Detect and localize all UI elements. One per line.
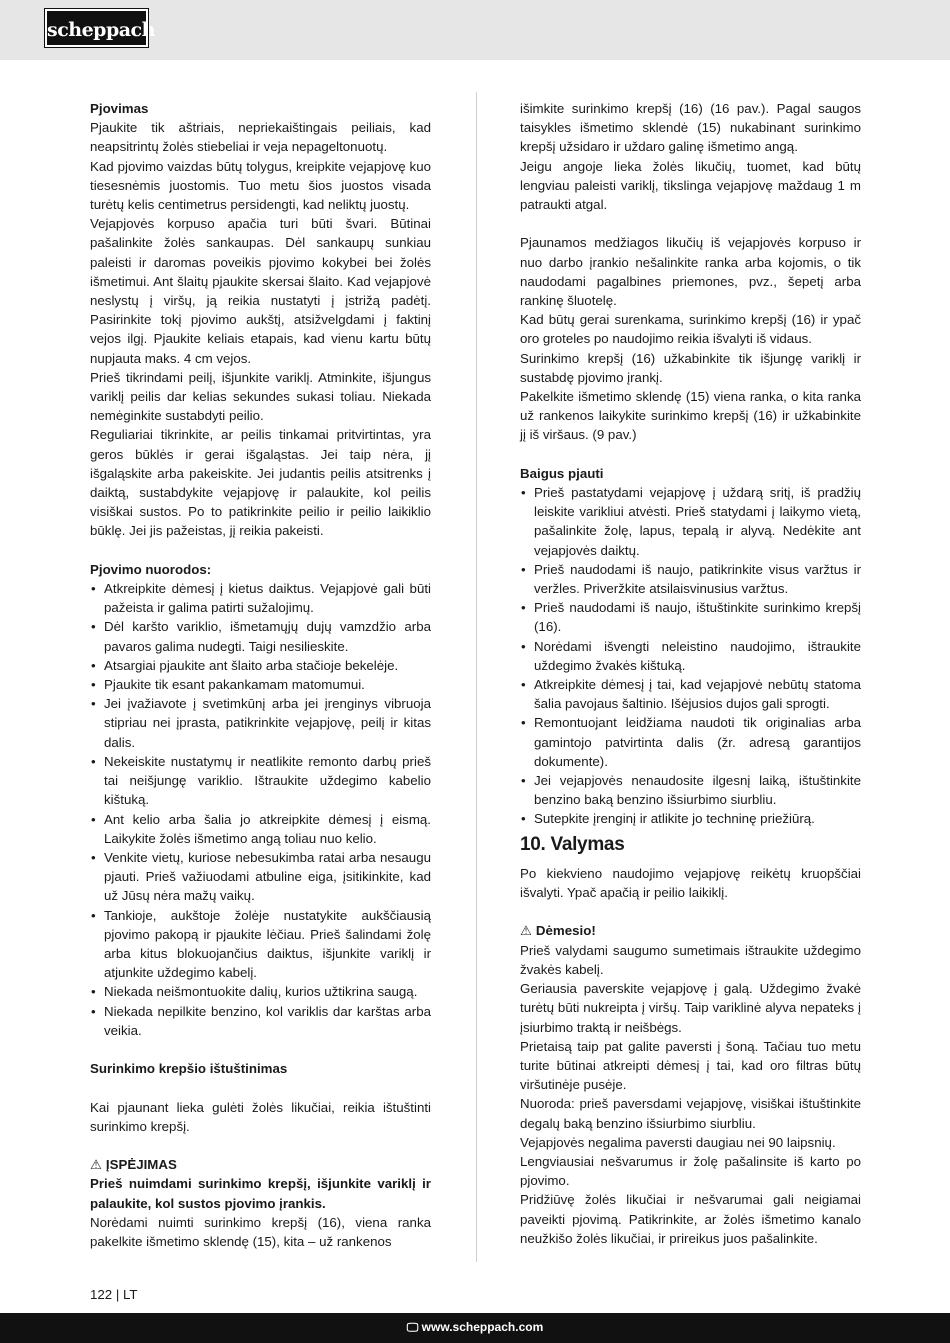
paragraph: išimkite surinkimo krepšį (16) (16 pav.). Pagal saugos taisykles išmetimo sklendė (15) nukabinant surinkimo krepšį užsidaro ir uždaro galinę išmetimo angą. [520,101,861,155]
page-number: 122 | LT [90,1287,138,1302]
paragraph: Prieš valydami saugumo sumetimais ištraukite uždegimo žvakės kabelį. [520,942,861,977]
url-text: www.scheppach.com [421,1320,544,1334]
warning-heading [90,1155,431,1174]
list-item: • Dėl karšto variklio, išmetamųjų dujų vamzdžio arba pavaros galima nudegti. Taigi nesilieskite. [90,617,431,655]
right-column [520,99,861,1248]
caution-label: Dėmesio! [535,923,596,939]
column-divider [476,92,477,1262]
warning-bold-text: Prieš nuimdami surinkimo krepšį, išjunkite variklį ir palaukite, kol sustos pjovimo įrankis. [90,1176,431,1211]
paragraph: Surinkimo krepšį (16) užkabinkite tik išjungę variklį ir sustabdę pjovimo įrankį. [520,350,861,385]
list-item: • Ant kelio arba šalia jo atkreipkite dėmesį į eismą. Laikykite žolės išmetimo angą toliau nuo kelio. [90,810,431,848]
paragraph: Pjaunamos medžiagos likučių iš vejapjovės korpuso ir nuo darbo įrankio nešalinkite ranka arba kojomis, o tik naudodami pagalbines priemones, pvz., šepetį arba rankinę šluotelę. [520,235,861,309]
brand-logo: scheppach [45,9,148,47]
empty-bag-heading: Surinkimo krepšio ištuštinimas [90,1061,288,1077]
paragraph: Norėdami nuimti surinkimo krepšį (16), viena ranka pakelkite išmetimo sklendę (15), kita – už rankenos [90,1214,431,1249]
paragraph: Pakelkite išmetimo sklendę (15) viena ranka, o kita ranka už rankenos laikykite surinkimo krepšį (16) ir užkabinkite jį iš viršaus. (9 pav.) [520,389,861,443]
paragraph: Prietaisą taip pat galite paversti į šoną. Tačiau tuo metu turite būtinai atkreipti dėmesį į tai, kad oro filtras būtų viršutinėje pusėje. [520,1038,861,1093]
list-item: • Jei įvažiavote į svetimkūnį arba jei įrenginys vibruoja stipriau nei įprasta, patikrinkite vejapjovę, peilį ir kitas dalis. [90,694,431,752]
list-item: • Jei vejapjovės nenaudosite ilgesnį laiką, ištuštinkite benzino baką benzino išsiurbimo siurbliu. [520,771,861,809]
header-bar [0,0,950,60]
list-item: • Niekada nepilkite benzino, kol variklis dar karštas arba veikia. [90,1002,431,1040]
warning-icon: ⚠ [90,1157,102,1173]
paragraph: Nuoroda: prieš paversdami vejapjovę, visiškai ištuštinkite degalų baką benzino išsiurbimo siurbliu. [520,1096,861,1131]
list-item: • Remontuojant leidžiama naudoti tik originalias arba gamintojo patvirtinta dalis (žr. adresą garantijos dokumente). [520,713,861,771]
paragraph: Prieš tikrindami peilį, išjunkite variklį. Atminkite, išjungus variklį peilis dar kelias sekundes sukasi toliau. Niekada nemėginkite sustabdyti peilio. [90,369,431,424]
monitor-icon: 🖵 [406,1320,419,1334]
caution-heading [520,921,861,940]
tips-heading: Pjovimo nuorodos: [90,561,212,577]
paragraph: Vejapjovės negalima paversti daugiau nei 90 laipsnių. [520,1134,836,1150]
list-item: • Atsargiai pjaukite ant šlaito arba stačioje bekelėje. [90,656,431,675]
paragraph: Jeigu angoje lieka žolės likučių, tuomet, kad būtų lengviau paleisti variklį, tikslinga vejapjovę maždaug 1 m patraukti atgal. [520,158,861,213]
warning-label: ĮSPĖJIMAS [105,1157,177,1173]
section-title: 10. Valymas [520,833,625,855]
list-item: • Norėdami išvengti neleistino naudojimo, ištraukite uždegimo žvakės kištuką. [520,637,861,675]
paragraph: Vejapjovės korpuso apačia turi būti švari. Būtinai pašalinkite žolės sankaupas. Dėl sankaupų sunkiau paleisti ir daromas poveikis pjovimo kokybei bei žolės išmetimui. Ant šlaitų pjaukite skersai šlaito. Kad vejapjovė neslystų į viršų, ją reikia nustatyti į įstrižą padėtį. Pasirinkite tokį pjovimo aukštį, atsižvelgdami į faktinį vejos ilgį. Pjaukite keliais etapais, kad vienu kartu būtų nupjauta maks. 4 cm vejos. [90,216,431,366]
list-item: • Prieš naudodami iš naujo, patikrinkite visus varžtus ir veržles. Priveržkite atsilaisvinusius varžtus. [520,560,861,598]
mowing-text [90,118,431,540]
list-item: • Sutepkite įrenginį ir atlikite jo techninę priežiūrą. [520,809,861,828]
list-item: • Prieš pastatydami vejapjovę į uždarą sritį, iš pradžių leiskite varikliui atvėsti. Prieš statydami į laikymo vietą, pašalinkite žolę, lapus, tepalą ir alyvą. Nedėkite ant vejapjovės daiktų. [520,483,861,560]
list-item: • Nekeiskite nustatymų ir neatlikite remonto darbų prieš tai neišjungę variklio. Ištraukite uždegimo kabelio kištuką. [90,752,431,810]
paragraph: Pjaukite tik aštriais, nepriekaištingais peiliais, kad neapsitrintų žolės stiebeliai ir veja nepageltonuotų. [90,120,431,155]
tips-list [90,579,431,1040]
paragraph: Kad pjovimo vaizdas būtų tolygus, kreipkite vejapjovę kuo tiesesnėmis juostomis. Tuo metu šios juostos visada turėtų kelis centimetrus persidengti, kad neliktų juostų. [90,158,431,213]
paragraph: Kad būtų gerai surenkama, surinkimo krepšį (16) ir ypač oro groteles po naudojimo reikia išvalyti iš vidaus. [520,312,861,347]
list-item: • Tankioje, aukštoje žolėje nustatykite aukščiausią pjovimo pakopą ir pjaukite lėčiau. Prieš šalindami žolę arba kitus blokuojančius daiktus, išjunkite variklį ir atjunkite uždegimo kabelį. [90,906,431,983]
list-item: • Atkreipkite dėmesį į kietus daiktus. Vejapjovė gali būti pažeista ir galima patirti sužalojimų. [90,579,431,617]
list-item: • Niekada neišmontuokite dalių, kurios užtikrina saugą. [90,982,431,1001]
list-item: • Venkite vietų, kuriose nebesukimba ratai arba nesaugu pjauti. Prieš važiuodami atbuline eiga, įsitikinkite, kad už Jūsų nėra mažų vaikų. [90,848,431,906]
list-item: • Prieš naudodami iš naujo, ištuštinkite surinkimo krepšį (16). [520,598,861,636]
paragraph: Lengviausiai nešvarumus ir žolę pašalinsite iš karto po pjovimo. [520,1153,861,1189]
paragraph: Kai pjaunant lieka gulėti žolės likučiai, reikia ištuštinti surinkimo krepšį. [90,1099,431,1134]
left-column [90,99,431,1251]
paragraph: Reguliariai tikrinkite, ar peilis tinkamai pritvirtintas, yra geros būklės ir gerai išgaląstas. Jei taip nėra, jį išgaląskite arba pakeiskite. Jei judantis peilis atsitrenks į daiktą, sustabdykite vejapjovę ir palaukite, kol peilis visiškai sustos. Po to patikrinkite peilio ir peilio laikiklio būklę. Jei jis pažeistas, jį reikia pakeisti. [90,427,431,539]
finish-heading: Baigus pjauti [520,465,604,481]
list-item: • Atkreipkite dėmesį į tai, kad vejapjovė nebūtų statoma šalia pavojaus šaltinio. Išėjusios dujos gali sprogti. [520,675,861,713]
paragraph: Geriausia paverskite vejapjovę į galą. Uždegimo žvakė turėtų būti nukreipta į viršų. Taip variklinė alyva nepateks į įsiurbimo traktą ir neišbėgs. [520,981,861,1035]
warning-icon: ⚠ [520,923,532,939]
paragraph: Po kiekvieno naudojimo vejapjovę reikėtų kruopščiai išvalyti. Ypač apačią ir peilio laikiklį. [520,865,861,901]
mowing-heading: Pjovimas [90,101,149,116]
website-url[interactable] [0,1320,950,1335]
paragraph: Pridžiūvę žolės likučiai ir nešvarumai gali neigiamai paveikti pjovimą. Patikrinkite, ar žolės išmetimo kanalo neužkišo žolės likučiai, ir prireikus juos pašalinkite. [520,1192,861,1246]
footer-bar [0,1313,950,1343]
list-item: • Pjaukite tik esant pakankamam matomumui. [90,675,431,694]
finish-list [520,483,861,829]
